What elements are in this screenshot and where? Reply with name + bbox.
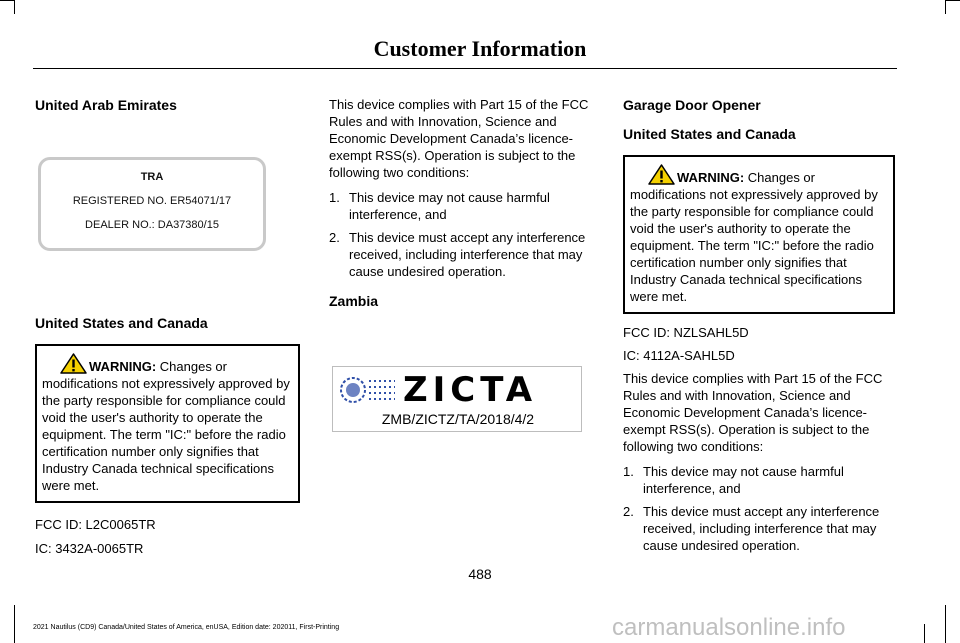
warning-label: WARNING: xyxy=(89,359,157,374)
list-item xyxy=(623,503,895,554)
zicta-reference: ZMB/ZICTZ/TA/2018/4/2 xyxy=(381,411,535,427)
footer-edition-info: 2021 Nautilus (CD9) Canada/United States of America, enUSA, Edition date: 202011, First-Printing xyxy=(33,624,340,631)
warning-box xyxy=(623,155,895,314)
page-title: Customer Information xyxy=(373,36,587,61)
us-canada-heading: United States and Canada xyxy=(35,315,208,331)
garage-door-heading: Garage Door Opener xyxy=(623,97,761,113)
crop-mark xyxy=(924,624,925,643)
list-item xyxy=(329,229,601,280)
crop-mark xyxy=(14,605,15,643)
warning-label: WARNING: xyxy=(677,170,745,185)
crop-mark xyxy=(14,0,15,14)
crop-mark xyxy=(0,0,14,1)
us-canada-heading: United States and Canada xyxy=(623,126,796,142)
header-divider xyxy=(33,68,897,69)
tra-registered-no: REGISTERED NO. ER54071/17 xyxy=(72,195,232,207)
list-number: 1. xyxy=(329,190,340,205)
fcc-id: FCC ID: NZLSAHL5D xyxy=(623,325,749,340)
page-number: 488 xyxy=(468,566,492,582)
list-text: This device may not cause harmful interference, and xyxy=(349,190,550,222)
ic-number: IC: 3432A-0065TR xyxy=(35,541,144,556)
fcc-id: FCC ID: L2C0065TR xyxy=(35,517,156,532)
conditions-list xyxy=(329,189,601,280)
list-number: 1. xyxy=(623,464,634,479)
list-item xyxy=(329,189,601,223)
list-text: This device must accept any interference received, including interference that may cause undesired operation. xyxy=(349,230,586,279)
tra-registration-label xyxy=(38,157,266,251)
list-text: This device may not cause harmful interference, and xyxy=(643,464,844,496)
warning-triangle-icon xyxy=(648,164,675,185)
conditions-list xyxy=(623,463,895,554)
crop-mark xyxy=(945,0,946,14)
zicta-label xyxy=(332,366,582,432)
ic-number: IC: 4112A-SAHL5D xyxy=(623,348,735,363)
column-3 xyxy=(623,96,895,560)
crop-mark xyxy=(946,0,960,1)
list-number: 2. xyxy=(623,504,634,519)
warning-triangle-icon xyxy=(60,353,87,374)
list-number: 2. xyxy=(329,230,340,245)
list-item xyxy=(623,463,895,497)
zicta-wordmark: ZICTA xyxy=(403,370,538,410)
watermark: carmanualsonline.info xyxy=(612,614,846,641)
compliance-text: This device complies with Part 15 of the FCC Rules and with Innovation, Science and Economic Development Canada’s licence-exempt RSS(s). Operation is subject to the following two conditions: xyxy=(623,371,883,454)
list-text: This device must accept any interference received, including interference that may cause undesired operation. xyxy=(643,504,880,553)
zicta-globe-logo xyxy=(339,373,397,407)
tra-dealer-no: DEALER NO.: DA37380/15 xyxy=(85,219,219,231)
compliance-text: This device complies with Part 15 of the FCC Rules and with Innovation, Science and Economic Development Canada’s licence-exempt RSS(s). Operation is subject to the following two conditions: xyxy=(329,97,589,180)
crop-mark xyxy=(945,605,946,643)
column-2 xyxy=(329,96,601,432)
uae-heading: United Arab Emirates xyxy=(35,97,177,113)
zambia-heading: Zambia xyxy=(329,293,379,309)
column-1 xyxy=(35,96,300,557)
warning-text: Changes or modifications not expressively approved by the party responsible for compliance could void the user's authority to operate the equipment. The term "IC:" before the radio certification number only signifies that Industry Canada technical specifications were met. xyxy=(630,170,878,304)
warning-box xyxy=(35,344,300,503)
warning-text: Changes or modifications not expressively approved by the party responsible for compliance could void the user's authority to operate the equipment. The term "IC:" before the radio certification number only signifies that Industry Canada technical specifications were met. xyxy=(42,359,290,493)
tra-title: TRA xyxy=(140,171,164,183)
